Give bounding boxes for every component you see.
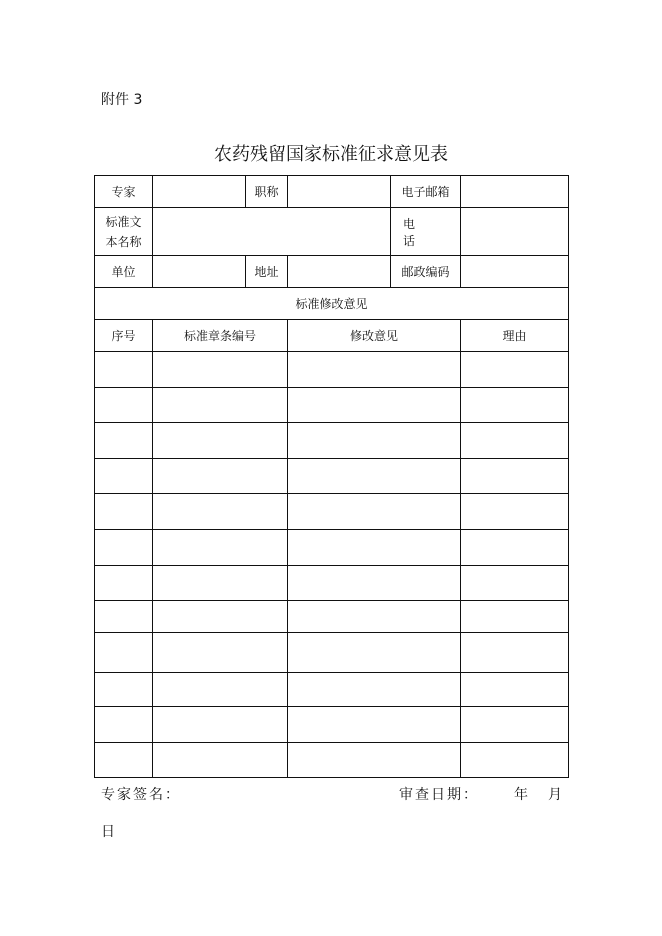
table-row [95,566,569,601]
comment-cell[interactable] [288,530,461,566]
job-title-field[interactable] [288,176,391,208]
row-number-cell[interactable] [95,352,153,388]
postcode-field[interactable] [461,256,569,288]
standard-name-field[interactable] [153,208,391,256]
job-title-label: 职称 [246,176,288,208]
table-row [95,673,569,707]
comment-cell[interactable] [288,601,461,633]
row-number-cell[interactable] [95,459,153,494]
clause-cell[interactable] [153,633,288,673]
clause-cell[interactable] [153,530,288,566]
clause-cell[interactable] [153,743,288,778]
table-row [95,459,569,494]
row-number-cell[interactable] [95,423,153,459]
column-header-comment: 修改意见 [288,320,461,352]
comment-cell[interactable] [288,388,461,423]
unit-field[interactable] [153,256,246,288]
signature-label: 专家签名： [101,787,181,803]
column-header-number: 序号 [95,320,153,352]
clause-cell[interactable] [153,459,288,494]
table-row [95,530,569,566]
reason-cell[interactable] [461,494,569,530]
comment-cell[interactable] [288,352,461,388]
month-label: 月 [548,787,562,803]
clause-cell[interactable] [153,566,288,601]
row-number-cell[interactable] [95,566,153,601]
column-header-clause: 标准章条编号 [153,320,288,352]
table-row [95,388,569,423]
comment-form-table [94,175,569,778]
table-row [95,352,569,388]
comment-cell[interactable] [288,459,461,494]
page-title: 农药残留国家标准征求意见表 [214,144,448,165]
standard-name-label-line2: 本名称 [105,234,142,249]
row-number-cell[interactable] [95,633,153,673]
email-field[interactable] [461,176,569,208]
standard-name-label [95,208,153,256]
attachment-label: 附件 3 [101,92,143,108]
unit-label: 单位 [95,256,153,288]
reason-cell[interactable] [461,707,569,743]
row-number-cell[interactable] [95,673,153,707]
reason-cell[interactable] [461,388,569,423]
day-label: 日 [101,824,115,840]
row-number-cell[interactable] [95,743,153,778]
row-number-cell[interactable] [95,530,153,566]
clause-cell[interactable] [153,388,288,423]
reason-cell[interactable] [461,352,569,388]
phone-label: 电 话 [391,208,461,256]
table-row [95,494,569,530]
email-label: 电子邮箱 [391,176,461,208]
table-row [95,707,569,743]
clause-cell[interactable] [153,352,288,388]
phone-field[interactable] [461,208,569,256]
comment-cell[interactable] [288,494,461,530]
reason-cell[interactable] [461,530,569,566]
row-number-cell[interactable] [95,388,153,423]
clause-cell[interactable] [153,601,288,633]
comment-cell[interactable] [288,633,461,673]
row-number-cell[interactable] [95,494,153,530]
table-row [95,423,569,459]
reason-cell[interactable] [461,673,569,707]
reason-cell[interactable] [461,633,569,673]
comment-cell[interactable] [288,743,461,778]
clause-cell[interactable] [153,494,288,530]
row-number-cell[interactable] [95,707,153,743]
expert-label: 专家 [95,176,153,208]
reason-cell[interactable] [461,459,569,494]
comment-cell[interactable] [288,566,461,601]
year-label: 年 [514,787,528,803]
standard-name-label-line1: 标准文 [105,214,142,229]
postcode-label: 邮政编码 [391,256,461,288]
reason-cell[interactable] [461,743,569,778]
table-row [95,601,569,633]
address-label: 地址 [246,256,288,288]
reason-cell[interactable] [461,423,569,459]
expert-field[interactable] [153,176,246,208]
clause-cell[interactable] [153,673,288,707]
table-row [95,743,569,778]
section-title: 标准修改意见 [95,288,569,320]
column-header-reason: 理由 [461,320,569,352]
table-row [95,633,569,673]
row-number-cell[interactable] [95,601,153,633]
review-date-label: 审查日期： [399,787,479,803]
comment-cell[interactable] [288,707,461,743]
reason-cell[interactable] [461,566,569,601]
comment-cell[interactable] [288,423,461,459]
clause-cell[interactable] [153,707,288,743]
address-field[interactable] [288,256,391,288]
comment-cell[interactable] [288,673,461,707]
clause-cell[interactable] [153,423,288,459]
reason-cell[interactable] [461,601,569,633]
